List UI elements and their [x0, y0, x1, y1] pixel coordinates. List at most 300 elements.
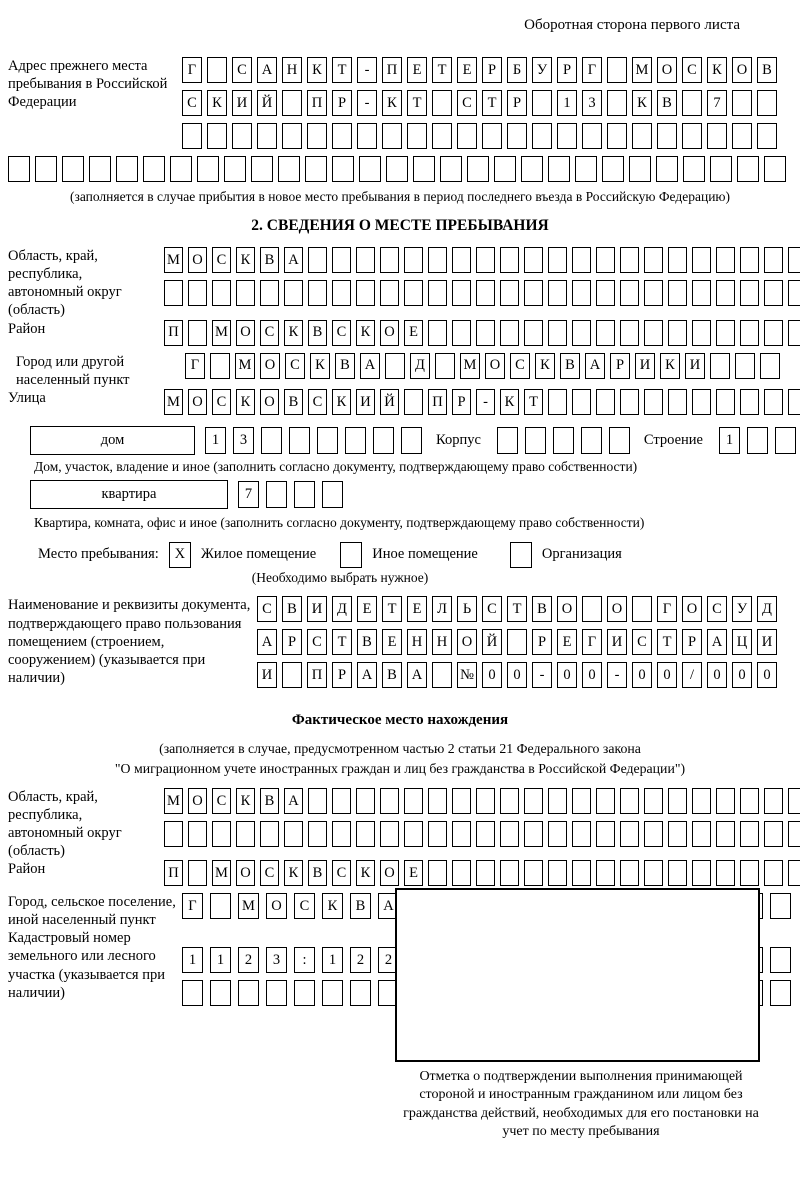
char-cell: А	[284, 247, 303, 273]
char-cell	[620, 280, 639, 306]
char-cell: С	[182, 90, 202, 116]
char-cell	[401, 427, 422, 454]
char-cell	[404, 389, 423, 415]
stay-place-section	[8, 247, 792, 695]
char-cell	[524, 788, 543, 814]
char-cell: 1	[322, 947, 343, 973]
char-cell: О	[188, 788, 207, 814]
char-cell	[788, 247, 800, 273]
char-cell	[532, 90, 552, 116]
char-cell: С	[307, 629, 327, 655]
char-cell	[582, 123, 602, 149]
char-cell: С	[682, 57, 702, 83]
char-cell	[251, 156, 273, 182]
char-cell: А	[257, 57, 277, 83]
char-cell: В	[350, 893, 371, 919]
char-cell	[764, 247, 783, 273]
section2-title: 2. СВЕДЕНИЯ О МЕСТЕ ПРЕБЫВАНИЯ	[251, 216, 549, 234]
apartment-box: квартира	[30, 480, 228, 509]
char-cell: Т	[657, 629, 677, 655]
char-cell: -	[607, 662, 627, 688]
char-cell: В	[260, 788, 279, 814]
char-cell: Р	[507, 90, 527, 116]
char-cell: А	[284, 788, 303, 814]
char-cell	[764, 860, 783, 886]
city-row	[185, 353, 792, 379]
char-cell	[525, 427, 546, 454]
actual-region-row-2	[164, 821, 800, 847]
char-cell: Р	[452, 389, 471, 415]
char-cell: В	[657, 90, 677, 116]
char-cell	[548, 320, 567, 346]
char-cell	[497, 427, 518, 454]
char-cell	[764, 821, 783, 847]
char-cell	[596, 389, 615, 415]
char-cell: О	[188, 389, 207, 415]
char-cell: Н	[407, 629, 427, 655]
char-cell: К	[236, 389, 255, 415]
char-cell: О	[732, 57, 752, 83]
char-cell	[632, 123, 652, 149]
char-cell	[747, 427, 768, 454]
char-cell	[428, 320, 447, 346]
char-cell	[500, 280, 519, 306]
char-cell	[740, 821, 759, 847]
char-cell	[232, 123, 252, 149]
char-cell	[452, 247, 471, 273]
char-cell: К	[382, 90, 402, 116]
char-cell: В	[757, 57, 777, 83]
char-cell: М	[632, 57, 652, 83]
char-cell: П	[382, 57, 402, 83]
char-cell	[788, 860, 800, 886]
char-cell	[182, 980, 203, 1006]
char-cell: В	[357, 629, 377, 655]
actual-location-note-1: (заполняется в случае, предусмотренном частью 2 статьи 21 Федерального закона	[159, 741, 641, 757]
char-cell: Т	[407, 90, 427, 116]
char-cell	[476, 788, 495, 814]
char-cell	[261, 427, 282, 454]
char-cell	[356, 280, 375, 306]
char-cell: И	[635, 353, 655, 379]
char-cell: К	[207, 90, 227, 116]
char-cell	[428, 280, 447, 306]
char-cell	[572, 788, 591, 814]
checkbox-dwelling: X	[169, 542, 191, 568]
char-cell	[740, 247, 759, 273]
char-cell: :	[294, 947, 315, 973]
char-cell: А	[585, 353, 605, 379]
char-cell: П	[307, 662, 327, 688]
char-cell	[716, 320, 735, 346]
char-cell	[482, 123, 502, 149]
char-cell	[683, 156, 705, 182]
char-cell: О	[607, 596, 627, 622]
char-cell	[210, 980, 231, 1006]
char-cell: В	[382, 662, 402, 688]
stamp-caption: Отметка о подтверждении выполнения принимающей стороной и иностранным гражданином или лицом без гражданства действий, необходимых для его постановки на учет по месту пребывания	[403, 1069, 759, 1140]
char-cell: Т	[332, 629, 352, 655]
char-cell: К	[660, 353, 680, 379]
cadastre-label: Кадастровый номер земельного или лесного участка (указывается при наличии)	[8, 930, 165, 1001]
char-cell: М	[460, 353, 480, 379]
char-cell: А	[257, 629, 277, 655]
char-cell	[356, 247, 375, 273]
char-cell	[428, 788, 447, 814]
char-cell	[692, 389, 711, 415]
char-cell	[308, 247, 327, 273]
char-cell	[428, 247, 447, 273]
prev-address-row-2	[182, 90, 792, 116]
char-cell	[716, 280, 735, 306]
char-cell	[692, 280, 711, 306]
char-cell: 3	[266, 947, 287, 973]
char-cell	[212, 821, 231, 847]
char-cell: К	[707, 57, 727, 83]
char-cell	[575, 156, 597, 182]
prev-address-row-4	[8, 156, 792, 182]
char-cell: М	[164, 247, 183, 273]
char-cell	[596, 280, 615, 306]
char-cell: Р	[282, 629, 302, 655]
char-cell: В	[532, 596, 552, 622]
actual-region-label: Область, край, республика, автономный округ (область)	[8, 788, 122, 859]
char-cell: Н	[282, 57, 302, 83]
char-cell	[350, 980, 371, 1006]
char-cell	[143, 156, 165, 182]
char-cell	[644, 280, 663, 306]
char-cell: Н	[432, 629, 452, 655]
char-cell: В	[260, 247, 279, 273]
char-cell	[757, 123, 777, 149]
prev-address-row-3	[182, 123, 792, 149]
char-cell	[404, 247, 423, 273]
char-cell: 0	[557, 662, 577, 688]
char-cell	[500, 788, 519, 814]
char-cell: И	[257, 662, 277, 688]
char-cell	[432, 90, 452, 116]
region-row-2	[164, 280, 800, 306]
char-cell	[332, 821, 351, 847]
char-cell	[407, 123, 427, 149]
char-cell	[707, 123, 727, 149]
char-cell: О	[485, 353, 505, 379]
char-cell	[452, 788, 471, 814]
char-cell	[197, 156, 219, 182]
char-cell	[524, 860, 543, 886]
char-cell	[332, 788, 351, 814]
char-cell	[457, 123, 477, 149]
char-cell: У	[532, 57, 552, 83]
char-cell: С	[212, 788, 231, 814]
apartment-row	[30, 480, 792, 509]
char-cell: П	[307, 90, 327, 116]
checkbox-organization	[510, 542, 532, 568]
char-cell	[380, 280, 399, 306]
char-cell: О	[682, 596, 702, 622]
char-cell: Л	[432, 596, 452, 622]
char-cell: 0	[732, 662, 752, 688]
char-cell: Р	[482, 57, 502, 83]
char-cell	[452, 320, 471, 346]
char-cell: Г	[657, 596, 677, 622]
char-cell	[476, 860, 495, 886]
stroenie-label: Строение	[643, 432, 703, 449]
char-cell: К	[356, 860, 375, 886]
char-cell	[548, 247, 567, 273]
char-cell	[668, 320, 687, 346]
char-cell	[164, 280, 183, 306]
char-cell	[548, 788, 567, 814]
char-cell: М	[212, 320, 231, 346]
char-cell: О	[260, 353, 280, 379]
char-cell: С	[260, 860, 279, 886]
char-cell	[307, 123, 327, 149]
char-cell	[500, 320, 519, 346]
char-cell	[257, 123, 277, 149]
char-cell	[716, 821, 735, 847]
char-cell: О	[236, 320, 255, 346]
char-cell	[770, 980, 791, 1006]
char-cell: 1	[719, 427, 740, 454]
char-cell	[740, 860, 759, 886]
char-cell	[582, 596, 602, 622]
char-cell	[788, 389, 800, 415]
char-cell	[572, 247, 591, 273]
char-cell: Е	[357, 596, 377, 622]
char-cell	[356, 788, 375, 814]
char-cell: С	[332, 860, 351, 886]
korpus-label: Корпус	[436, 432, 481, 449]
char-cell	[345, 427, 366, 454]
char-cell	[740, 788, 759, 814]
char-cell: В	[284, 389, 303, 415]
char-cell	[757, 90, 777, 116]
char-cell: Д	[410, 353, 430, 379]
char-cell	[524, 247, 543, 273]
char-cell	[692, 821, 711, 847]
char-cell	[710, 353, 730, 379]
char-cell	[607, 90, 627, 116]
char-cell: Ц	[732, 629, 752, 655]
char-cell	[682, 90, 702, 116]
house-box: дом	[30, 426, 195, 455]
char-cell	[507, 123, 527, 149]
char-cell: С	[257, 596, 277, 622]
char-cell	[164, 821, 183, 847]
char-cell: Г	[185, 353, 205, 379]
char-cell: К	[284, 860, 303, 886]
char-cell	[317, 427, 338, 454]
region-row-1	[164, 247, 800, 273]
apartment-note: Квартира, комната, офис и иное (заполнить согласно документу, подтверждающему право собственности)	[34, 514, 645, 530]
char-cell	[305, 156, 327, 182]
char-cell	[356, 821, 375, 847]
char-cell: С	[632, 629, 652, 655]
char-cell	[452, 821, 471, 847]
confirmation-stamp-box	[395, 888, 760, 1062]
char-cell: И	[232, 90, 252, 116]
stay-type-row	[38, 542, 792, 568]
char-cell	[596, 320, 615, 346]
char-cell	[357, 123, 377, 149]
char-cell	[764, 156, 786, 182]
char-cell	[548, 860, 567, 886]
option-organization-label: Организация	[541, 546, 622, 563]
char-cell: К	[632, 90, 652, 116]
char-cell	[644, 788, 663, 814]
char-cell	[380, 788, 399, 814]
street-label: Улица	[8, 389, 46, 406]
street-row	[164, 389, 800, 415]
char-cell	[224, 156, 246, 182]
char-cell	[788, 788, 800, 814]
char-cell: О	[657, 57, 677, 83]
char-cell	[620, 389, 639, 415]
char-cell	[308, 821, 327, 847]
char-cell	[596, 860, 615, 886]
actual-district-label: Район	[8, 861, 46, 878]
char-cell	[553, 427, 574, 454]
char-cell: В	[335, 353, 355, 379]
char-cell: К	[310, 353, 330, 379]
char-cell: 1	[557, 90, 577, 116]
char-cell	[668, 860, 687, 886]
char-cell	[332, 280, 351, 306]
char-cell	[644, 860, 663, 886]
char-cell: К	[236, 247, 255, 273]
char-cell: Ь	[457, 596, 477, 622]
char-cell	[740, 389, 759, 415]
char-cell	[572, 860, 591, 886]
char-cell	[432, 662, 452, 688]
char-cell	[404, 280, 423, 306]
char-cell: О	[380, 320, 399, 346]
char-cell: 0	[632, 662, 652, 688]
char-cell	[332, 156, 354, 182]
char-cell	[294, 481, 315, 508]
char-cell: П	[428, 389, 447, 415]
char-cell: М	[212, 860, 231, 886]
char-cell	[548, 389, 567, 415]
char-cell: Е	[457, 57, 477, 83]
char-cell: С	[510, 353, 530, 379]
char-cell	[770, 893, 791, 919]
char-cell	[212, 280, 231, 306]
char-cell	[170, 156, 192, 182]
char-cell	[188, 280, 207, 306]
char-cell: №	[457, 662, 477, 688]
char-cell	[432, 123, 452, 149]
actual-city-label: Город, сельское поселение, иной населенный пункт	[8, 894, 176, 929]
char-cell	[8, 156, 30, 182]
char-cell	[476, 247, 495, 273]
char-cell: -	[357, 57, 377, 83]
char-cell	[548, 821, 567, 847]
char-cell	[788, 320, 800, 346]
char-cell	[609, 427, 630, 454]
char-cell: 3	[582, 90, 602, 116]
apartment-cells	[238, 481, 343, 508]
char-cell: С	[260, 320, 279, 346]
char-cell: -	[357, 90, 377, 116]
char-cell: В	[308, 860, 327, 886]
char-cell: 7	[707, 90, 727, 116]
char-cell	[732, 90, 752, 116]
char-cell: Т	[482, 90, 502, 116]
stay-type-label: Место пребывания:	[38, 546, 159, 563]
char-cell	[308, 280, 327, 306]
previous-address-section	[8, 57, 792, 206]
option-dwelling-label: Жилое помещение	[200, 546, 317, 563]
char-cell	[236, 821, 255, 847]
char-cell	[524, 280, 543, 306]
char-cell	[521, 156, 543, 182]
char-cell	[35, 156, 57, 182]
char-cell	[692, 247, 711, 273]
char-cell	[500, 247, 519, 273]
char-cell	[764, 280, 783, 306]
char-cell	[668, 280, 687, 306]
char-cell: С	[294, 893, 315, 919]
char-cell	[764, 320, 783, 346]
char-cell	[188, 821, 207, 847]
char-cell: 7	[238, 481, 259, 508]
char-cell	[413, 156, 435, 182]
char-cell: К	[284, 320, 303, 346]
char-cell: О	[236, 860, 255, 886]
char-cell: О	[380, 860, 399, 886]
char-cell	[775, 427, 796, 454]
char-cell: И	[307, 596, 327, 622]
char-cell	[548, 280, 567, 306]
char-cell	[294, 980, 315, 1006]
char-cell	[572, 389, 591, 415]
char-cell	[572, 280, 591, 306]
char-cell: К	[356, 320, 375, 346]
char-cell: 0	[582, 662, 602, 688]
char-cell	[207, 123, 227, 149]
char-cell	[452, 280, 471, 306]
char-cell: Р	[532, 629, 552, 655]
char-cell	[607, 57, 627, 83]
char-cell	[236, 280, 255, 306]
char-cell	[524, 320, 543, 346]
char-cell	[386, 156, 408, 182]
char-cell	[116, 156, 138, 182]
char-cell	[764, 389, 783, 415]
document-row-2	[257, 629, 792, 655]
page-corner-note: Оборотная сторона первого листа	[524, 17, 740, 33]
char-cell: 0	[707, 662, 727, 688]
char-cell	[500, 860, 519, 886]
stay-type-note: (Необходимо выбрать нужное)	[251, 569, 429, 585]
char-cell: 0	[657, 662, 677, 688]
char-cell: Й	[257, 90, 277, 116]
char-cell	[322, 980, 343, 1006]
char-cell	[644, 389, 663, 415]
char-cell	[656, 156, 678, 182]
char-cell	[716, 389, 735, 415]
document-row-3	[257, 662, 792, 688]
char-cell	[207, 57, 227, 83]
char-cell	[644, 247, 663, 273]
char-cell	[404, 788, 423, 814]
char-cell	[620, 788, 639, 814]
char-cell	[632, 596, 652, 622]
char-cell	[182, 123, 202, 149]
house-row	[30, 426, 792, 455]
